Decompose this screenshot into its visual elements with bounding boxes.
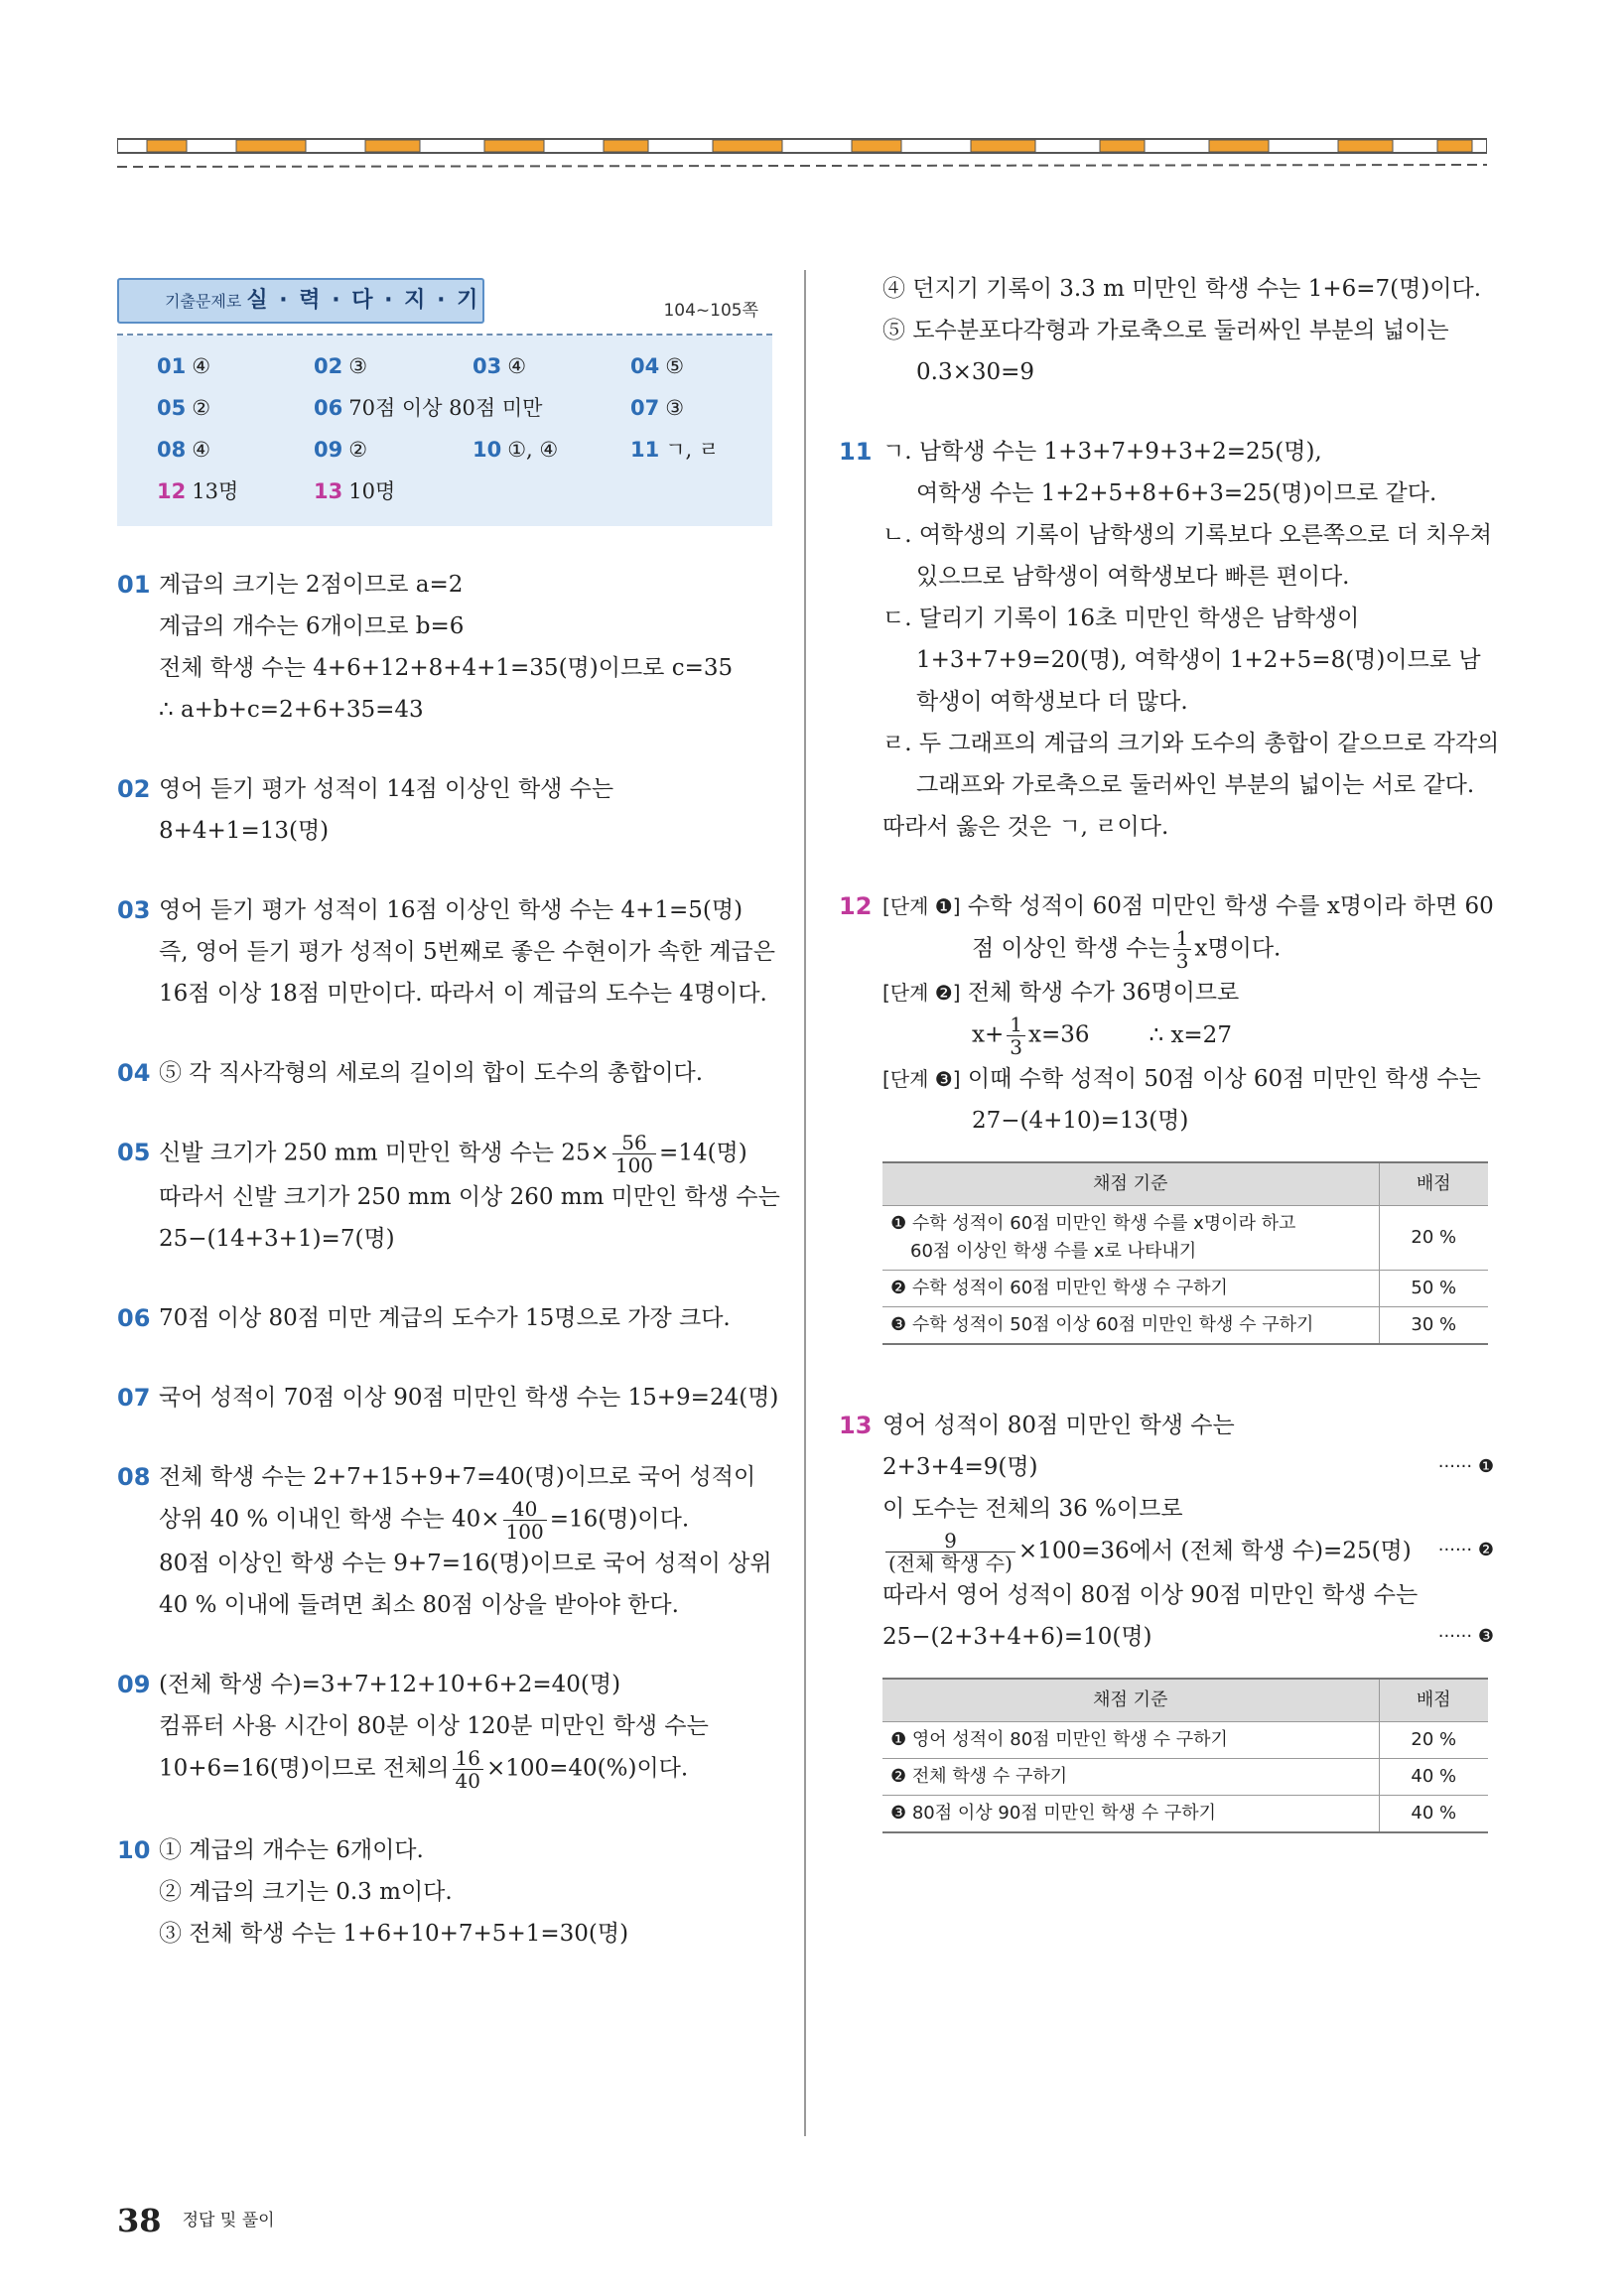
- problem-number: 08: [117, 1463, 151, 1491]
- solution-10-continued: ④ 던지기 기록이 3.3 m 미만인 학생 수는 1+6=7(명)이다. ⑤ 도수분포다각형과 가로축으로 둘러싸인 부분의 넓이는 0.3×30=9: [882, 276, 1482, 385]
- answer-key-prefix: 기출문제로: [165, 292, 242, 311]
- solution-06: 06 70점 이상 80점 미만 계급의 도수가 15명으로 가장 크다.: [117, 1297, 777, 1339]
- fraction: $\frac{40}{100}$: [503, 1498, 547, 1543]
- problem-number: 09: [117, 1671, 151, 1698]
- solution-07: 07 국어 성적이 70점 이상 90점 미만인 학생 수는 15+9=24(명): [117, 1377, 777, 1418]
- column-divider: [804, 270, 806, 2136]
- solution-02: 02 영어 듣기 평가 성적이 14점 이상인 학생 수는 8+4+1=13(명): [117, 768, 777, 852]
- step-label: [단계 ❶]: [882, 894, 961, 918]
- table-row: ❷ 수학 성적이 60점 미만인 학생 수 구하기 50 %: [882, 1271, 1488, 1307]
- step-label: [단계 ❸]: [882, 1067, 961, 1091]
- fraction: $\frac{9}{\text{(전체 학생 수)}}$: [885, 1530, 1015, 1574]
- step-marker: ······ ❶: [1437, 1456, 1494, 1477]
- problem-number: 07: [117, 1384, 151, 1412]
- answer-item: 12 13명: [157, 479, 239, 503]
- answer-item: 02 ③: [314, 354, 368, 378]
- problem-number: 04: [117, 1059, 151, 1087]
- answer-key-title: 실 · 력 · 다 · 지 · 기: [246, 288, 480, 313]
- solution-05: 05 신발 크기가 250 mm 미만인 학생 수는 25× $\frac{56}{100}$ =14(명) 따라서 신발 크기가 250 mm 이상 260 mm 미만인 학생 수는 25−(14+3+1)=7(명): [117, 1131, 780, 1252]
- answer-key-box: [117, 278, 772, 526]
- table-row: ❸ 수학 성적이 50점 이상 60점 미만인 학생 수 구하기 30 %: [882, 1307, 1488, 1345]
- solution-09: 09 (전체 학생 수)=3+7+12+10+6+2=40(명) 컴퓨터 사용 시간이 80분 이상 120분 미만인 학생 수는 10+6=16(명)이므로 전체의 $\frac{16}{40}$ ×100=40(%)이다.: [117, 1664, 777, 1792]
- answer-item: 01 ④: [157, 354, 211, 378]
- answer-item: 13 10명: [314, 479, 396, 503]
- fraction: $\frac{1}{3}$: [1173, 927, 1192, 972]
- answer-item: 04 ⑤: [630, 354, 685, 378]
- problem-number: 11: [839, 438, 873, 466]
- solution-10: 10 ① 계급의 개수는 6개이다. ② 계급의 크기는 0.3 m이다. ③ 전체 학생 수는 1+6+10+7+5+1=30(명): [117, 1829, 777, 1955]
- footer-label: 정답 및 풀이: [182, 2211, 275, 2230]
- solution-12: 12 [단계 ❶] 수학 성적이 60점 미만인 학생 수를 x명이라 하면 60 점 이상인 학생 수는 $\frac{1}{3}$ x명이다. [단계 ❷] 전체 학생 수가 36명이므로 x+ $\frac{1}{3}$ x=36 ∴ x=27 [단계 ❸] 이때 수학 성적이 50점 이상 60점 미만인 학생 수는 27−(4+10)=13(명) 채점 기준 배점 ❶ 수학 성적이 60점 미만인 학생 수를 x명이라 하고 60점 이상인 학생 수를 x로 나타내기 20 % ❷ 수학 성적이 60점 미만인 학생 수 구하기 50 % ❸ 수학 성적이 50점 이상 60점 미만인 학생 수 구하기 30 %: [839, 885, 1494, 1345]
- answer-item: 03 ④: [473, 354, 527, 378]
- right-column: [839, 268, 1500, 1871]
- left-column: [117, 278, 780, 1992]
- step-label: [단계 ❷]: [882, 981, 961, 1005]
- fraction: $\frac{1}{3}$: [1007, 1013, 1025, 1058]
- answer-key-header: [117, 278, 484, 324]
- solution-13: 13 영어 성적이 80점 미만인 학생 수는 2+3+4=9(명) ······ ❶ 이 도수는 전체의 36 %이므로 $\frac{9}{\text{(전체 학생 수)}}$ ×100=36에서 (전체 학생 수)=25(명) ······ ❷ 따라서 영어 성적이 80점 이상 90점 미만인 학생 수는 25−(2+3+4+6)=10(명) ······ ❸ 채점 기준 배점 ❶ 영어 성적이 80점 미만인 학생 수 구하기 20 % ❷ 전체 학생 수 구하기 40 % ❸ 80점 이상 90점 미만인 학생 수 구하기 40 %: [839, 1405, 1494, 1833]
- solution-11: 11 ㄱ. 남학생 수는 1+3+7+9+3+2=25(명), 여학생 수는 1+2+5+8+6+3=25(명)이므로 같다. ㄴ. 여학생의 기록이 남학생의 기록보다 오른쪽으로 더 치우쳐 있으므로 남학생이 여학생보다 빠른 편이다. ㄷ. 달리기 기록이 16초 미만인 학생은 남학생이 1+3+7+9=20(명), 여학생이 1+2+5=8(명)이므로 남 학생이 여학생보다 더 많다. ㄹ. 두 그래프의 계급의 크기와 도수의 총합이 같으므로 각각의 그래프와 가로축으로 둘러싸인 부분의 넓이는 서로 같다. 따라서 옳은 것은 ㄱ, ㄹ이다.: [839, 431, 1494, 848]
- table-row: ❷ 전체 학생 수 구하기 40 %: [882, 1759, 1488, 1796]
- solution-08: 08 전체 학생 수는 2+7+15+9+7=40(명)이므로 국어 성적이 상위 40 % 이내인 학생 수는 40× $\frac{40}{100}$ =16(명)이다. 80점 이상인 학생 수는 9+7=16(명)이므로 국어 성적이 상위 40 % 이내에 들려면 최소 80점 이상을 받아야 한다.: [117, 1456, 777, 1626]
- scoring-table-12: 채점 기준 배점 ❶ 수학 성적이 60점 미만인 학생 수를 x명이라 하고 60점 이상인 학생 수를 x로 나타내기 20 % ❷ 수학 성적이 60점 미만인 학생 수 구하기 50 % ❸ 수학 성적이 50점 이상 60점 미만인 학생 수 구하기 30 %: [882, 1161, 1488, 1345]
- problem-number: 01: [117, 571, 151, 599]
- answer-item: 08 ④: [157, 438, 211, 462]
- problem-number: 13: [839, 1412, 873, 1439]
- problem-number: 12: [839, 892, 873, 920]
- solution-03: 03 영어 듣기 평가 성적이 16점 이상인 학생 수는 4+1=5(명) 즉, 영어 듣기 평가 성적이 5번째로 좋은 수현이가 속한 계급은 16점 이상 18점 미만이다. 따라서 이 계급의 도수는 4명이다.: [117, 889, 777, 1014]
- solution-01: 01 계급의 크기는 2점이므로 a=2 계급의 개수는 6개이므로 b=6 전체 학생 수는 4+6+12+8+4+1=35(명)이므로 c=35 ∴ a+b+c=2+6+35=43: [117, 564, 777, 731]
- answer-item: 10 ①, ④: [473, 438, 559, 462]
- answer-key-pages: 104~105쪽: [657, 298, 764, 324]
- page-number: 38: [117, 2202, 162, 2239]
- problem-number: 06: [117, 1304, 151, 1332]
- fraction: $\frac{16}{40}$: [453, 1747, 483, 1792]
- decorative-header-band: [117, 135, 1487, 175]
- fraction: $\frac{56}{100}$: [612, 1132, 656, 1176]
- answer-item: 06 70점 이상 80점 미만: [314, 396, 543, 420]
- problem-number: 02: [117, 775, 151, 803]
- problem-number: 03: [117, 896, 151, 924]
- solution-04: 04 ⑤ 각 직사각형의 세로의 길이의 합이 도수의 총합이다.: [117, 1052, 777, 1094]
- table-row: ❶ 영어 성적이 80점 미만인 학생 수 구하기 20 %: [882, 1722, 1488, 1759]
- answer-item: 05 ②: [157, 396, 211, 420]
- table-row: ❶ 수학 성적이 60점 미만인 학생 수를 x명이라 하고 60점 이상인 학생 수를 x로 나타내기 20 %: [882, 1206, 1488, 1271]
- scoring-table-13: 채점 기준 배점 ❶ 영어 성적이 80점 미만인 학생 수 구하기 20 % ❷ 전체 학생 수 구하기 40 % ❸ 80점 이상 90점 미만인 학생 수 구하기 40 %: [882, 1678, 1488, 1833]
- table-row: ❸ 80점 이상 90점 미만인 학생 수 구하기 40 %: [882, 1796, 1488, 1833]
- problem-number: 10: [117, 1836, 151, 1864]
- step-marker: ······ ❷: [1437, 1540, 1494, 1560]
- step-marker: ······ ❸: [1437, 1626, 1494, 1647]
- page-footer: [117, 2202, 275, 2239]
- answer-item: 09 ②: [314, 438, 368, 462]
- answer-item: 07 ③: [630, 396, 685, 420]
- answer-item: 11 ㄱ, ㄹ: [630, 438, 720, 462]
- problem-number: 05: [117, 1139, 151, 1166]
